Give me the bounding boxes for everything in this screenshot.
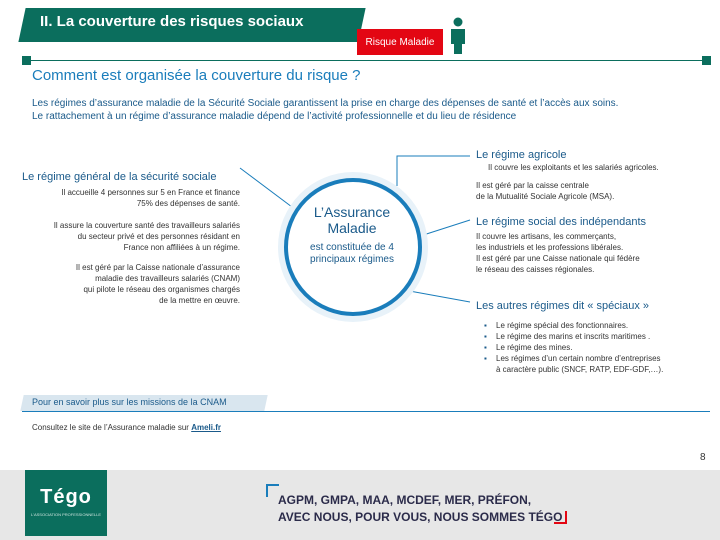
footer-tagline-1: AGPM, GMPA, MAA, MCDEF, MER, PRÉFON, <box>278 493 532 507</box>
tego-logo-text: Tégo <box>40 486 92 508</box>
list-item-continuation: à caractère public (SNCF, RATP, EDF-GDF,…). <box>496 365 664 374</box>
footer-tagline-2: AVEC NOUS, POUR VOUS, NOUS SOMMES TÉGO <box>278 510 563 524</box>
bullet-icon: ▪ <box>484 343 487 352</box>
list-item: ▪ Le régime des mines. <box>484 343 573 352</box>
speciaux-heading: Les autres régimes dit « spéciaux » <box>476 300 650 312</box>
tego-logo-subtitle: L'ASSOCIATION PROFESSIONNELLE <box>30 512 102 517</box>
intro-line-1: Les régimes d’assurance maladie de la Sécurité Sociale garantissent la prise en charge des dépenses de santé et l’accès aux soins. <box>32 98 619 109</box>
page-number: 8 <box>700 452 706 463</box>
speciaux-list <box>484 320 663 375</box>
general-regime-text-3: Il est géré par la Caisse nationale d’assurance maladie des travailleurs salariés (CNAM) qui pilote le réseau des organismes chargés de la mettre en œuvre. <box>75 263 240 305</box>
connector-independants <box>414 220 470 238</box>
general-regime-text-1: Il accueille 4 personnes sur 5 en France et finance 75% des dépenses de santé. <box>61 188 240 208</box>
bracket-bottom-right-icon <box>553 510 567 524</box>
agricole-heading: Le régime agricole <box>476 149 567 161</box>
bullet-icon: ▪ <box>484 332 487 341</box>
connector-agricole <box>397 156 470 186</box>
list-item: ▪ Le régime spécial des fonctionnaires. <box>484 321 629 330</box>
agricole-text-1: Il couvre les exploitants et les salariés agricoles. <box>488 163 659 172</box>
independants-text: Il couvre les artisans, les commerçants, les industriels et les professions libérales. Il est géré par une Caisse nationale qui fédère le réseau des caisses régionales. <box>476 232 640 274</box>
learn-more-label: Pour en savoir plus sur les missions de la CNAM <box>32 397 227 407</box>
connector-general <box>240 168 296 210</box>
learn-more-divider <box>22 411 710 412</box>
list-item: ▪ Les régimes d’un certain nombre d’entreprises <box>484 354 661 363</box>
risk-tag-label: Risque Maladie <box>365 37 435 48</box>
independants-heading: Le régime social des indépendants <box>476 216 647 228</box>
bullet-icon: ▪ <box>484 321 487 330</box>
bullet-icon: ▪ <box>484 354 487 363</box>
consult-text: Consultez le site de l’Assurance maladie sur Ameli.fr <box>32 423 221 432</box>
section-title: II. La couverture des risques sociaux <box>40 13 304 30</box>
general-regime-text-2: Il assure la couverture santé des travailleurs salariés du secteur privé et des personnes résidant en France non affiliées à un régime. <box>53 221 240 252</box>
ameli-link[interactable]: Ameli.fr <box>191 423 221 432</box>
agricole-text-2: Il est géré par la caisse centrale de la Mutualité Sociale Agricole (MSA). <box>476 181 615 201</box>
intro-line-2: Le rattachement à un régime d’assurance maladie dépend de l’activité professionnelle et du lieu de résidence <box>32 111 517 122</box>
general-regime-heading: Le régime général de la sécurité sociale <box>22 171 217 183</box>
central-title: L’Assurance Maladie <box>313 204 391 236</box>
list-item: ▪ Le régime des marins et inscrits maritimes . <box>484 332 651 341</box>
main-question: Comment est organisée la couverture du risque ? <box>32 67 361 84</box>
central-subtitle: est constituée de 4 principaux régimes <box>310 242 394 265</box>
